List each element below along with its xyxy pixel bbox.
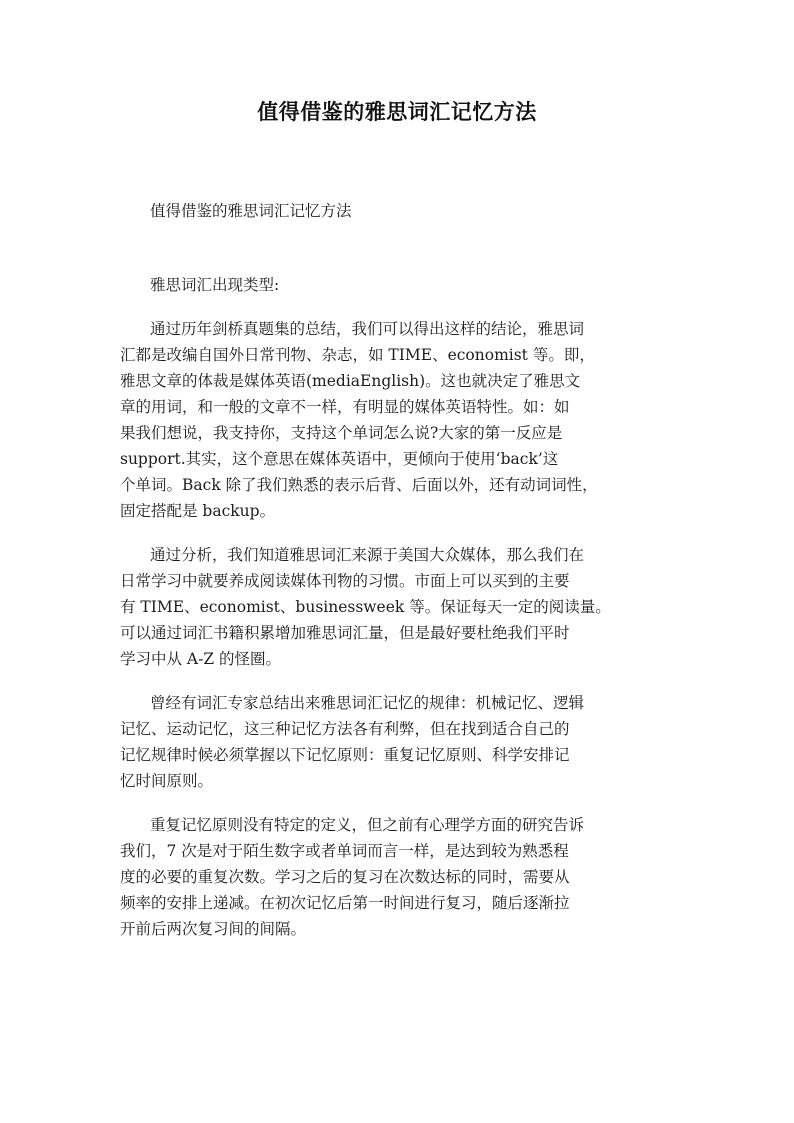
paragraph-line: support.其实，这个意思在媒体英语中，更倾向于使用‘back’这: [120, 450, 559, 468]
paragraph-line: 度的必要的重复次数。学习之后的复习在次数达标的同时，需要从: [120, 868, 570, 886]
paragraph-line: 忆时间原则。: [120, 772, 214, 790]
paragraph-line: 记忆规律时候必须掌握以下记忆原则：重复记忆原则、科学安排记: [120, 746, 570, 764]
paragraph-line: 我们，7 次是对于陌生数字或者单词而言一样，是达到较为熟悉程: [120, 842, 569, 860]
paragraph-line: 日常学习中就要养成阅读媒体刊物的习惯。市面上可以买到的主要: [120, 572, 570, 590]
paragraph-line: 记忆、运动记忆，这三种记忆方法各有利弊，但在找到适合自己的: [120, 720, 570, 738]
paragraph-line: 学习中从 A-Z 的怪圈。: [120, 650, 282, 668]
paragraph-line: 曾经有词汇专家总结出来雅思词汇记忆的规律：机械记忆、逻辑: [150, 694, 585, 712]
paragraph-line: 开前后两次复习间的间隔。: [120, 920, 307, 938]
paragraph-line: 频率的安排上递减。在初次记忆后第一时间进行复习，随后逐渐拉: [120, 894, 570, 912]
section-heading: 雅思词汇出现类型:: [150, 276, 280, 294]
paragraph-line: 章的用词，和一般的文章不一样，有明显的媒体英语特性。如：如: [120, 398, 570, 416]
paragraph-line: 雅思文章的体裁是媒体英语(mediaEnglish)。这也就决定了雅思文: [120, 372, 581, 390]
paragraph-line: 果我们想说，我支持你，支持这个单词怎么说?大家的第一反应是: [120, 424, 563, 442]
paragraph-line: 有 TIME、economist、businessweek 等。保证每天一定的阅读量。: [120, 598, 611, 616]
paragraph-line: 重复记忆原则没有特定的定义，但之前有心理学方面的研究告诉: [150, 816, 585, 834]
document-title: 值得借鉴的雅思词汇记忆方法: [257, 99, 537, 124]
paragraph-line: 汇都是改编自国外日常刊物、杂志，如 TIME、economist 等。即，: [120, 346, 595, 364]
document-subtitle: 值得借鉴的雅思词汇记忆方法: [150, 202, 352, 220]
paragraph-line: 个单词。Back 除了我们熟悉的表示后背、后面以外，还有动词词性，: [120, 476, 598, 494]
paragraph-line: 固定搭配是 backup。: [120, 502, 276, 520]
paragraph-line: 可以通过词汇书籍积累增加雅思词汇量，但是最好要杜绝我们平时: [120, 624, 570, 642]
paragraph-line: 通过历年剑桥真题集的总结，我们可以得出这样的结论，雅思词: [150, 320, 585, 338]
paragraph-line: 通过分析，我们知道雅思词汇来源于美国大众媒体，那么我们在: [150, 546, 585, 564]
